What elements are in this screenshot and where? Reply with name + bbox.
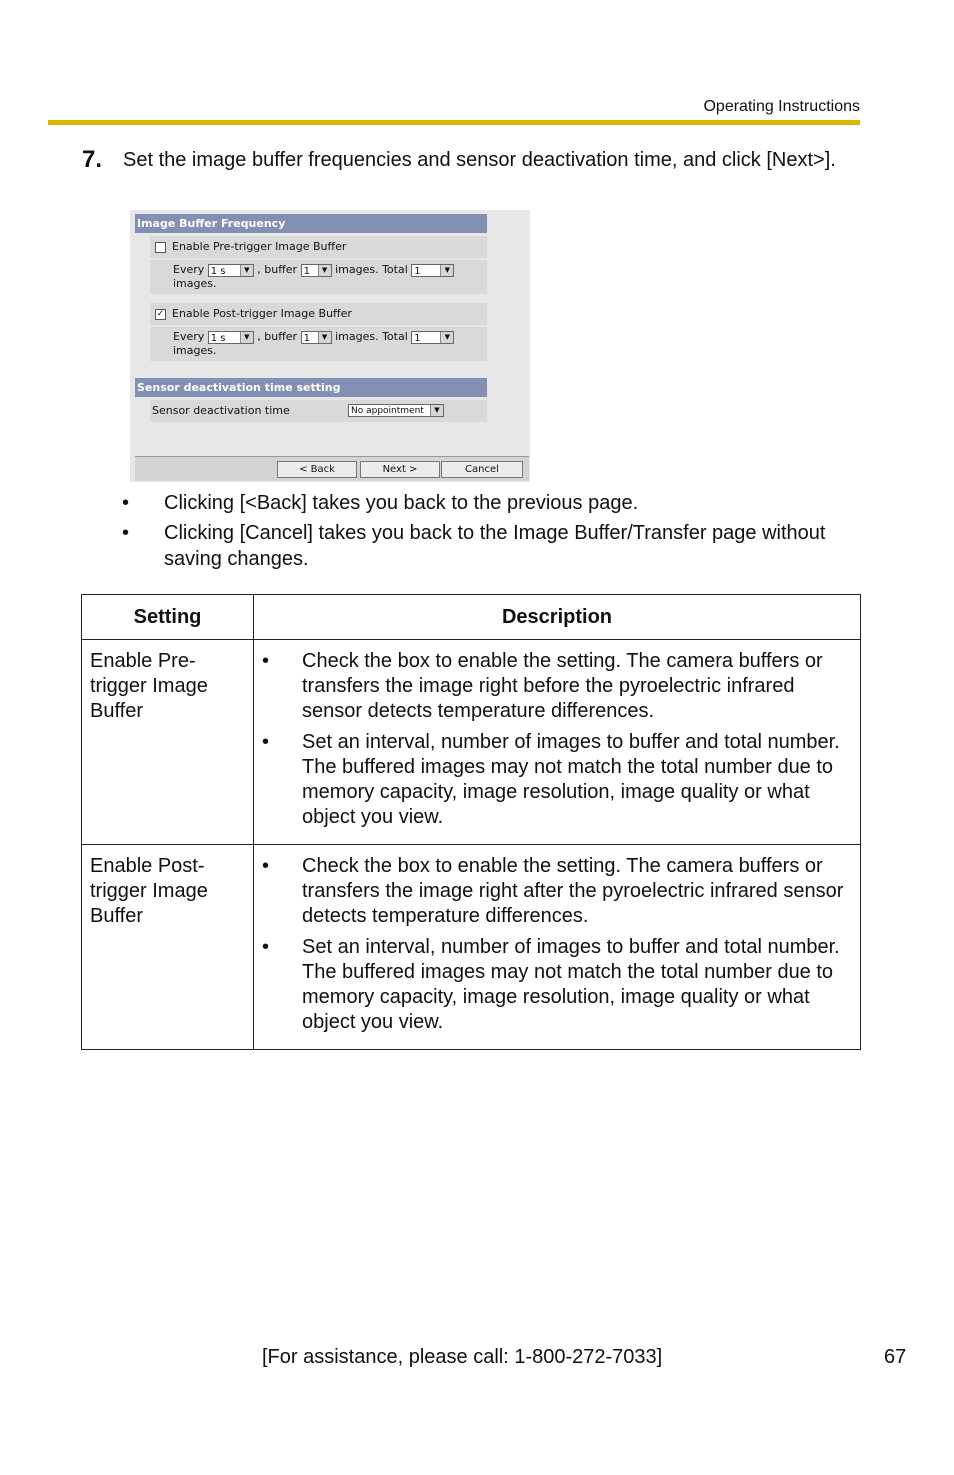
settings-screenshot <box>130 210 530 482</box>
pre-trigger-settings-row <box>150 260 487 294</box>
bullet-icon: • <box>262 936 270 958</box>
post-buffer-select[interactable]: 1 ▼ <box>301 331 332 344</box>
section-header-sensor: Sensor deactivation time setting <box>135 378 487 397</box>
chevron-down-icon: ▼ <box>318 332 331 343</box>
post-every-select[interactable]: 1 s ▼ <box>208 331 254 344</box>
list-item: • Clicking [Cancel] takes you back to the Image Buffer/Transfer page without saving changes. <box>122 522 826 570</box>
post-trigger-label: Enable Post-trigger Image Buffer <box>172 307 352 320</box>
step-instruction: Set the image buffer frequencies and sensor deactivation time, and click [Next>]. <box>123 149 836 171</box>
post-trigger-checkbox[interactable]: ✓ <box>156 308 165 319</box>
column-header-description: Description <box>254 595 861 640</box>
notes-list <box>122 490 862 576</box>
post-trigger-settings-row <box>150 327 487 361</box>
page-number: 67 <box>884 1346 907 1368</box>
setting-cell: Enable Post-trigger Image Buffer <box>82 845 254 1050</box>
pre-every-select[interactable]: 1 s ▼ <box>208 264 254 277</box>
next-button[interactable]: Next > <box>360 461 440 478</box>
step-number: 7. <box>82 146 103 173</box>
table-row <box>82 845 861 1050</box>
pre-images-label: images. <box>173 277 217 290</box>
screenshot-button-bar <box>135 456 529 481</box>
pre-total-label: images. Total <box>335 263 408 276</box>
bullet-icon: • <box>122 522 130 544</box>
description-cell <box>254 640 861 845</box>
bullet-icon: • <box>262 650 270 672</box>
post-every-label: Every <box>173 330 205 343</box>
pre-every-label: Every <box>173 263 205 276</box>
list-item: • Set an interval, number of images to buffer and total number. The buffered images may not match the total number due to memory capacity, image resolution, image quality or what object you view. <box>262 731 840 828</box>
section-header-image-buffer: Image Buffer Frequency <box>135 214 487 233</box>
table-row <box>82 640 861 845</box>
chevron-down-icon: ▼ <box>440 332 453 343</box>
chevron-down-icon: ▼ <box>240 332 253 343</box>
sensor-label: Sensor deactivation time <box>152 404 290 417</box>
back-button[interactable]: < Back <box>277 461 357 478</box>
pre-trigger-label: Enable Pre-trigger Image Buffer <box>172 240 347 253</box>
running-header: Operating Instructions <box>703 98 860 115</box>
chevron-down-icon: ▼ <box>440 265 453 276</box>
description-cell <box>254 845 861 1050</box>
chevron-down-icon: ▼ <box>240 265 253 276</box>
cancel-button[interactable]: Cancel <box>441 461 523 478</box>
list-item: • Clicking [<Back] takes you back to the previous page. <box>122 492 639 514</box>
setting-cell: Enable Pre-trigger Image Buffer <box>82 640 254 845</box>
pre-trigger-checkbox-row <box>150 236 487 258</box>
post-buffer-label: , buffer <box>257 330 298 343</box>
sensor-row <box>150 400 487 422</box>
column-header-setting: Setting <box>82 595 254 640</box>
header-rule <box>48 120 860 125</box>
settings-table <box>81 594 861 1050</box>
chevron-down-icon: ▼ <box>318 265 331 276</box>
sensor-deactivation-select[interactable]: No appointment ▼ <box>348 404 444 417</box>
pre-buffer-label: , buffer <box>257 263 298 276</box>
bullet-icon: • <box>262 855 270 877</box>
assistance-footer: [For assistance, please call: 1-800-272-7033] <box>262 1346 663 1368</box>
list-item: • Check the box to enable the setting. The camera buffers or transfers the image right after the pyroelectric infrared sensor detects temperature differences. <box>262 855 844 927</box>
post-total-select[interactable]: 1 ▼ <box>411 331 454 344</box>
chevron-down-icon: ▼ <box>430 405 443 416</box>
pre-buffer-select[interactable]: 1 ▼ <box>301 264 332 277</box>
post-images-label: images. <box>173 344 217 357</box>
list-item: • Check the box to enable the setting. The camera buffers or transfers the image right before the pyroelectric infrared sensor detects temperature differences. <box>262 650 823 722</box>
table-header-row <box>82 595 861 640</box>
pre-total-select[interactable]: 1 ▼ <box>411 264 454 277</box>
post-trigger-checkbox-row <box>150 303 487 325</box>
post-total-label: images. Total <box>335 330 408 343</box>
pre-trigger-checkbox[interactable] <box>155 242 166 253</box>
list-item: • Set an interval, number of images to buffer and total number. The buffered images may not match the total number due to memory capacity, image resolution, image quality or what object you view. <box>262 936 840 1033</box>
bullet-icon: • <box>122 492 130 514</box>
bullet-icon: • <box>262 731 270 753</box>
